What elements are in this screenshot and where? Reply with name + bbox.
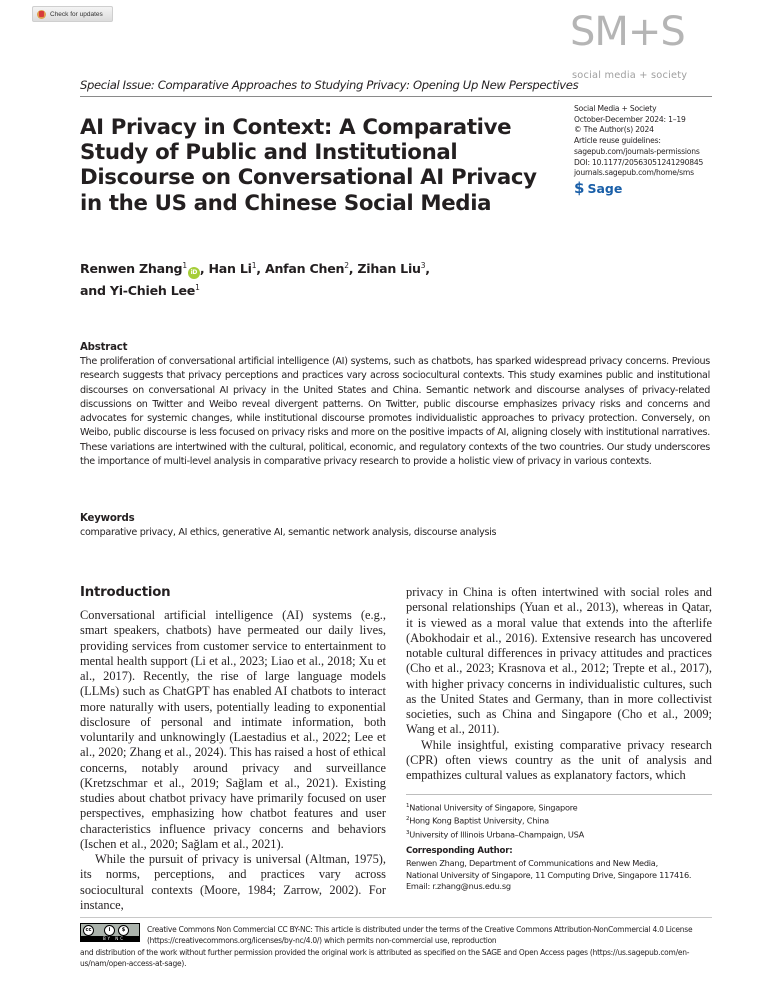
corresponding-author-details: Renwen Zhang, Department of Communications and New Media, National University of Singapore, 11 Computing Drive, Singapore 117416. Email: r.zhang@nus.edu.sg	[406, 858, 692, 892]
abstract-text: The proliferation of conversational artificial intelligence (AI) systems, such as chatbots, has sparked widespread privacy concerns. Previous research suggests that privacy perceptions and practices vary across sociocultural contexts. This study examines public and institutional discourses on conversational AI privacy in the United States and China. Semantic network and discourse analyses of privacy-related discussions on Twitter and Weibo reveal divergent patterns. On Twitter, public discourse emphasizes privacy risks and concerns and advocates for systemic changes, while institutional discourse promotes individualistic approaches to privacy protection. Conversely, on Weibo, public discourse is less focused on privacy risks and more on the positive impacts of AI, aligning closely with institutional narratives. These variations are intertwined with the cultural, political, economic, and regulatory contexts of the two countries. Our study underscores the importance of multi-level analysis in comparative privacy research to provide a holistic view of privacy in various contexts.	[80, 356, 710, 468]
license-text-continued: and distribution of the work without further permission provided the original work is attributed as specified on the SAGE and Open Access pages (https://us.sagepub.com/en-us/nam/open-access-at-sage).	[80, 948, 690, 969]
footnote-divider	[406, 794, 712, 795]
paragraph: While the pursuit of privacy is universal (Altman, 1975), its norms, perceptions, and practices vary across sociocultural contexts (Moore, 1984; Zarrow, 2002). For instance,	[80, 852, 386, 912]
paragraph: privacy in China is often intertwined with social roles and personal relationships (Yuan et al., 2013), whereas in Qatar, it is viewed as a moral value that extends into the afterlife (Abokhodair et al., 2016). Extensive research has uncovered notable cultural differences in privacy attitudes and practices (Cho et al., 2023; Krasnova et al., 2012; Trepte et al., 2017), with higher privacy concerns in individualistic cultures, such as the United States and Germany, than in more collectivist societies, such as China and Singapore (Cho et al., 2009; Wang et al., 2011).	[406, 585, 712, 737]
orcid-icon[interactable]: iD	[188, 267, 200, 279]
check-for-updates-button[interactable]	[32, 6, 113, 22]
affiliation-marker: 1	[251, 261, 257, 270]
copyright: © The Author(s) 2024	[574, 125, 654, 135]
author-name: Zihan Liu	[357, 261, 421, 277]
body-column-right	[406, 585, 712, 783]
special-issue-label: Special Issue: Comparative Approaches to Studying Privacy: Opening Up New Perspectives	[80, 78, 579, 92]
author-name: Yi-Chieh Lee	[109, 283, 196, 299]
journal-home-link[interactable]: journals.sagepub.com/home/sms	[574, 168, 694, 178]
affiliation-marker: 1	[195, 283, 200, 293]
keywords-heading: Keywords	[80, 513, 135, 524]
noncommercial-icon: $	[118, 925, 129, 936]
publisher-name: Sage	[587, 180, 623, 196]
author-name: Han Li	[208, 261, 252, 277]
affiliation-marker: 3	[420, 261, 426, 270]
affiliation-marker: 1	[182, 261, 187, 270]
affiliation-marker: 2	[344, 261, 349, 270]
article-title: AI Privacy in Context: A Comparative Study of Public and Institutional Discourse on Conversational AI Privacy in the US and Chinese Social Media	[80, 115, 537, 216]
author-list: Renwen Zhang$^1$iD , Han Li$^1$, Anfan Chen$^2$, Zihan Liu$^3$, and Yi-Chieh Lee$^1$	[80, 261, 430, 299]
affiliations	[406, 801, 584, 841]
cc-by-nc-badge[interactable]	[80, 923, 140, 942]
affiliation-item: $^2$Hong Kong Baptist University, China	[406, 816, 549, 827]
license-text: Creative Commons Non Commercial CC BY-NC: This article is distributed under the terms of the Creative Commons Attribution-NonCommercial 4.0 License (https://creativecommons.org/licenses/by-nc/4.0/) which permits non-commercial use, reproduction	[147, 925, 693, 946]
affiliation-item: $^3$University of Illinois Urbana–Champaign, USA	[406, 829, 585, 840]
abstract-heading: Abstract	[80, 342, 128, 353]
affiliation-item: $^1$National University of Singapore, Singapore	[406, 802, 578, 813]
bookmark-icon	[37, 10, 46, 19]
email-link[interactable]: Email: r.zhang@nus.edu.sg	[406, 881, 511, 892]
reuse-guidelines-label: Article reuse guidelines:	[574, 136, 661, 146]
paragraph: Conversational artificial intelligence (AI) systems (e.g., smart speakers, chatbots) have permeated our daily lives, providing services from customer service to entertainment to mental health support (Li et al., 2023; Liao et al., 2018; Xu et al., 2017). Recently, the rise of large language models (LLMs) such as ChatGPT has enabled AI chatbots to interact more naturally with users, potentially leading to exponential disclosure of personal and intimate information, both voluntarily and unknowingly (Laestadius et al., 2022; Lee et al., 2020; Zhang et al., 2024). This has raised a host of ethical concerns, notably around privacy and surveillance (Kretzschmar et al., 2019; Sağlam et al., 2021). Existing studies about chatbot privacy have primarily focused on user perspectives, emphasizing how chatbot features and user characteristics influence privacy concerns and behaviors (Ischen et al., 2020; Sağlam et al., 2021).	[80, 608, 386, 851]
issue-pages: October-December 2024: 1–19	[574, 114, 686, 124]
doi-link[interactable]: DOI: 10.1177/20563051241290845	[574, 157, 704, 167]
journal-logo-subtitle: social media + society	[572, 70, 688, 81]
permissions-link[interactable]: sagepub.com/journals-permissions	[574, 146, 700, 156]
license-divider	[80, 917, 712, 918]
author-name: Renwen Zhang	[80, 261, 183, 277]
badge-label: BY NC	[81, 936, 139, 941]
introduction-heading: Introduction	[80, 585, 171, 600]
author-name: Anfan Chen	[264, 261, 345, 277]
header-divider	[80, 96, 712, 97]
sage-s-icon: $	[574, 179, 585, 197]
corresponding-author-heading: Corresponding Author:	[406, 846, 513, 856]
check-for-updates-label: Check for updates	[50, 10, 103, 18]
publisher-logo	[574, 180, 622, 196]
keywords-text: comparative privacy, AI ethics, generative AI, semantic network analysis, discourse analysis	[80, 527, 497, 538]
cc-icon: cc	[83, 925, 94, 936]
journal-logo: SM+S	[570, 9, 685, 55]
journal-name: Social Media + Society	[574, 104, 657, 113]
attribution-icon: i	[104, 925, 115, 936]
article-metadata	[574, 104, 703, 179]
paragraph: While insightful, existing comparative privacy research (CPR) often views country as the unit of analysis and empathizes cultural values as explanatory factors, which	[406, 737, 712, 782]
body-column-left	[80, 608, 386, 913]
